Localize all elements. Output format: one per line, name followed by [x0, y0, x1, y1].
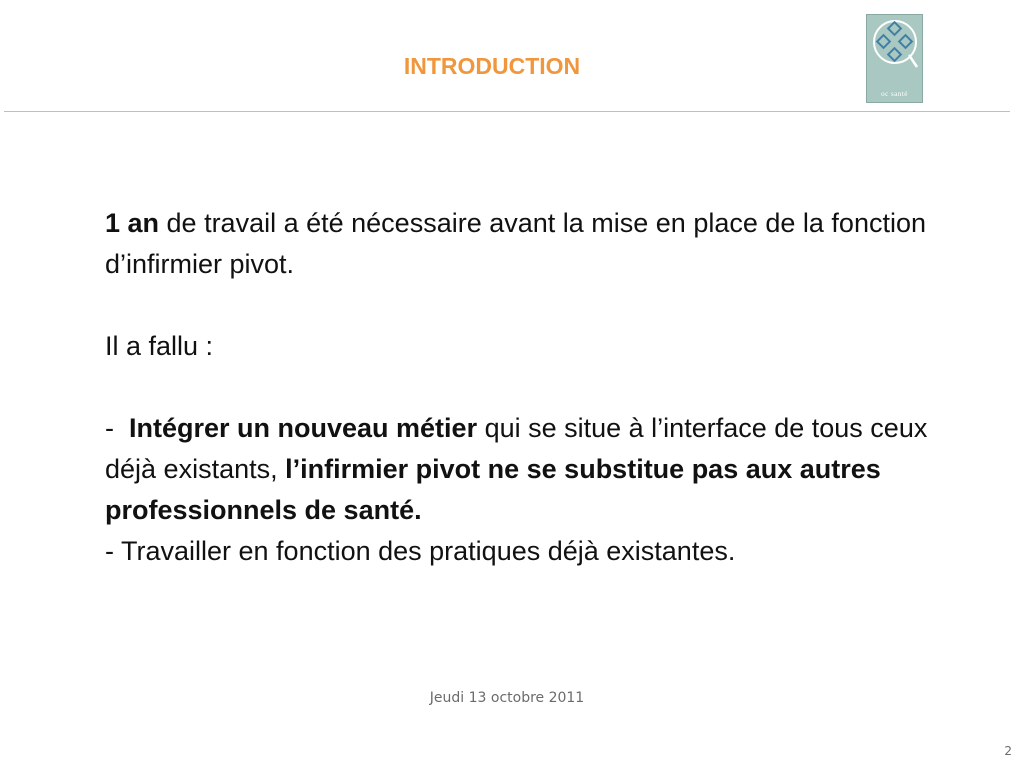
fallu-line: Il a fallu : — [105, 331, 214, 361]
logo-text: oc santé — [881, 90, 908, 98]
bullet-1-text: qui se situe à l’interface de tous ceux déjà existants, — [105, 413, 928, 484]
intro-bold: 1 an — [105, 208, 160, 238]
intro-paragraph — [105, 203, 965, 285]
title-divider — [4, 111, 1010, 112]
oc-sante-logo — [866, 14, 923, 103]
bullet-2: - Travailler en fonction des pratiques déjà existantes. — [105, 536, 736, 566]
spacer — [105, 367, 965, 408]
footer-date: Jeudi 13 octobre 2011 — [429, 690, 585, 706]
bullet-1-bold: Intégrer un nouveau métier — [129, 413, 478, 443]
spacer — [105, 285, 965, 326]
bullet-1-bold-2: l’infirmier pivot ne se substitue pas aux autres professionnels de santé. — [105, 454, 881, 525]
slide-title: INTRODUCTION — [403, 53, 581, 79]
page-number: 2 — [1004, 744, 1012, 758]
bullet-1-dash: - — [105, 413, 129, 443]
bullet-1 — [105, 408, 965, 531]
intro-text: de travail a été nécessaire avant la mise en place de la fonction d’infirmier pivot. — [105, 208, 926, 279]
slide-body — [105, 203, 965, 572]
